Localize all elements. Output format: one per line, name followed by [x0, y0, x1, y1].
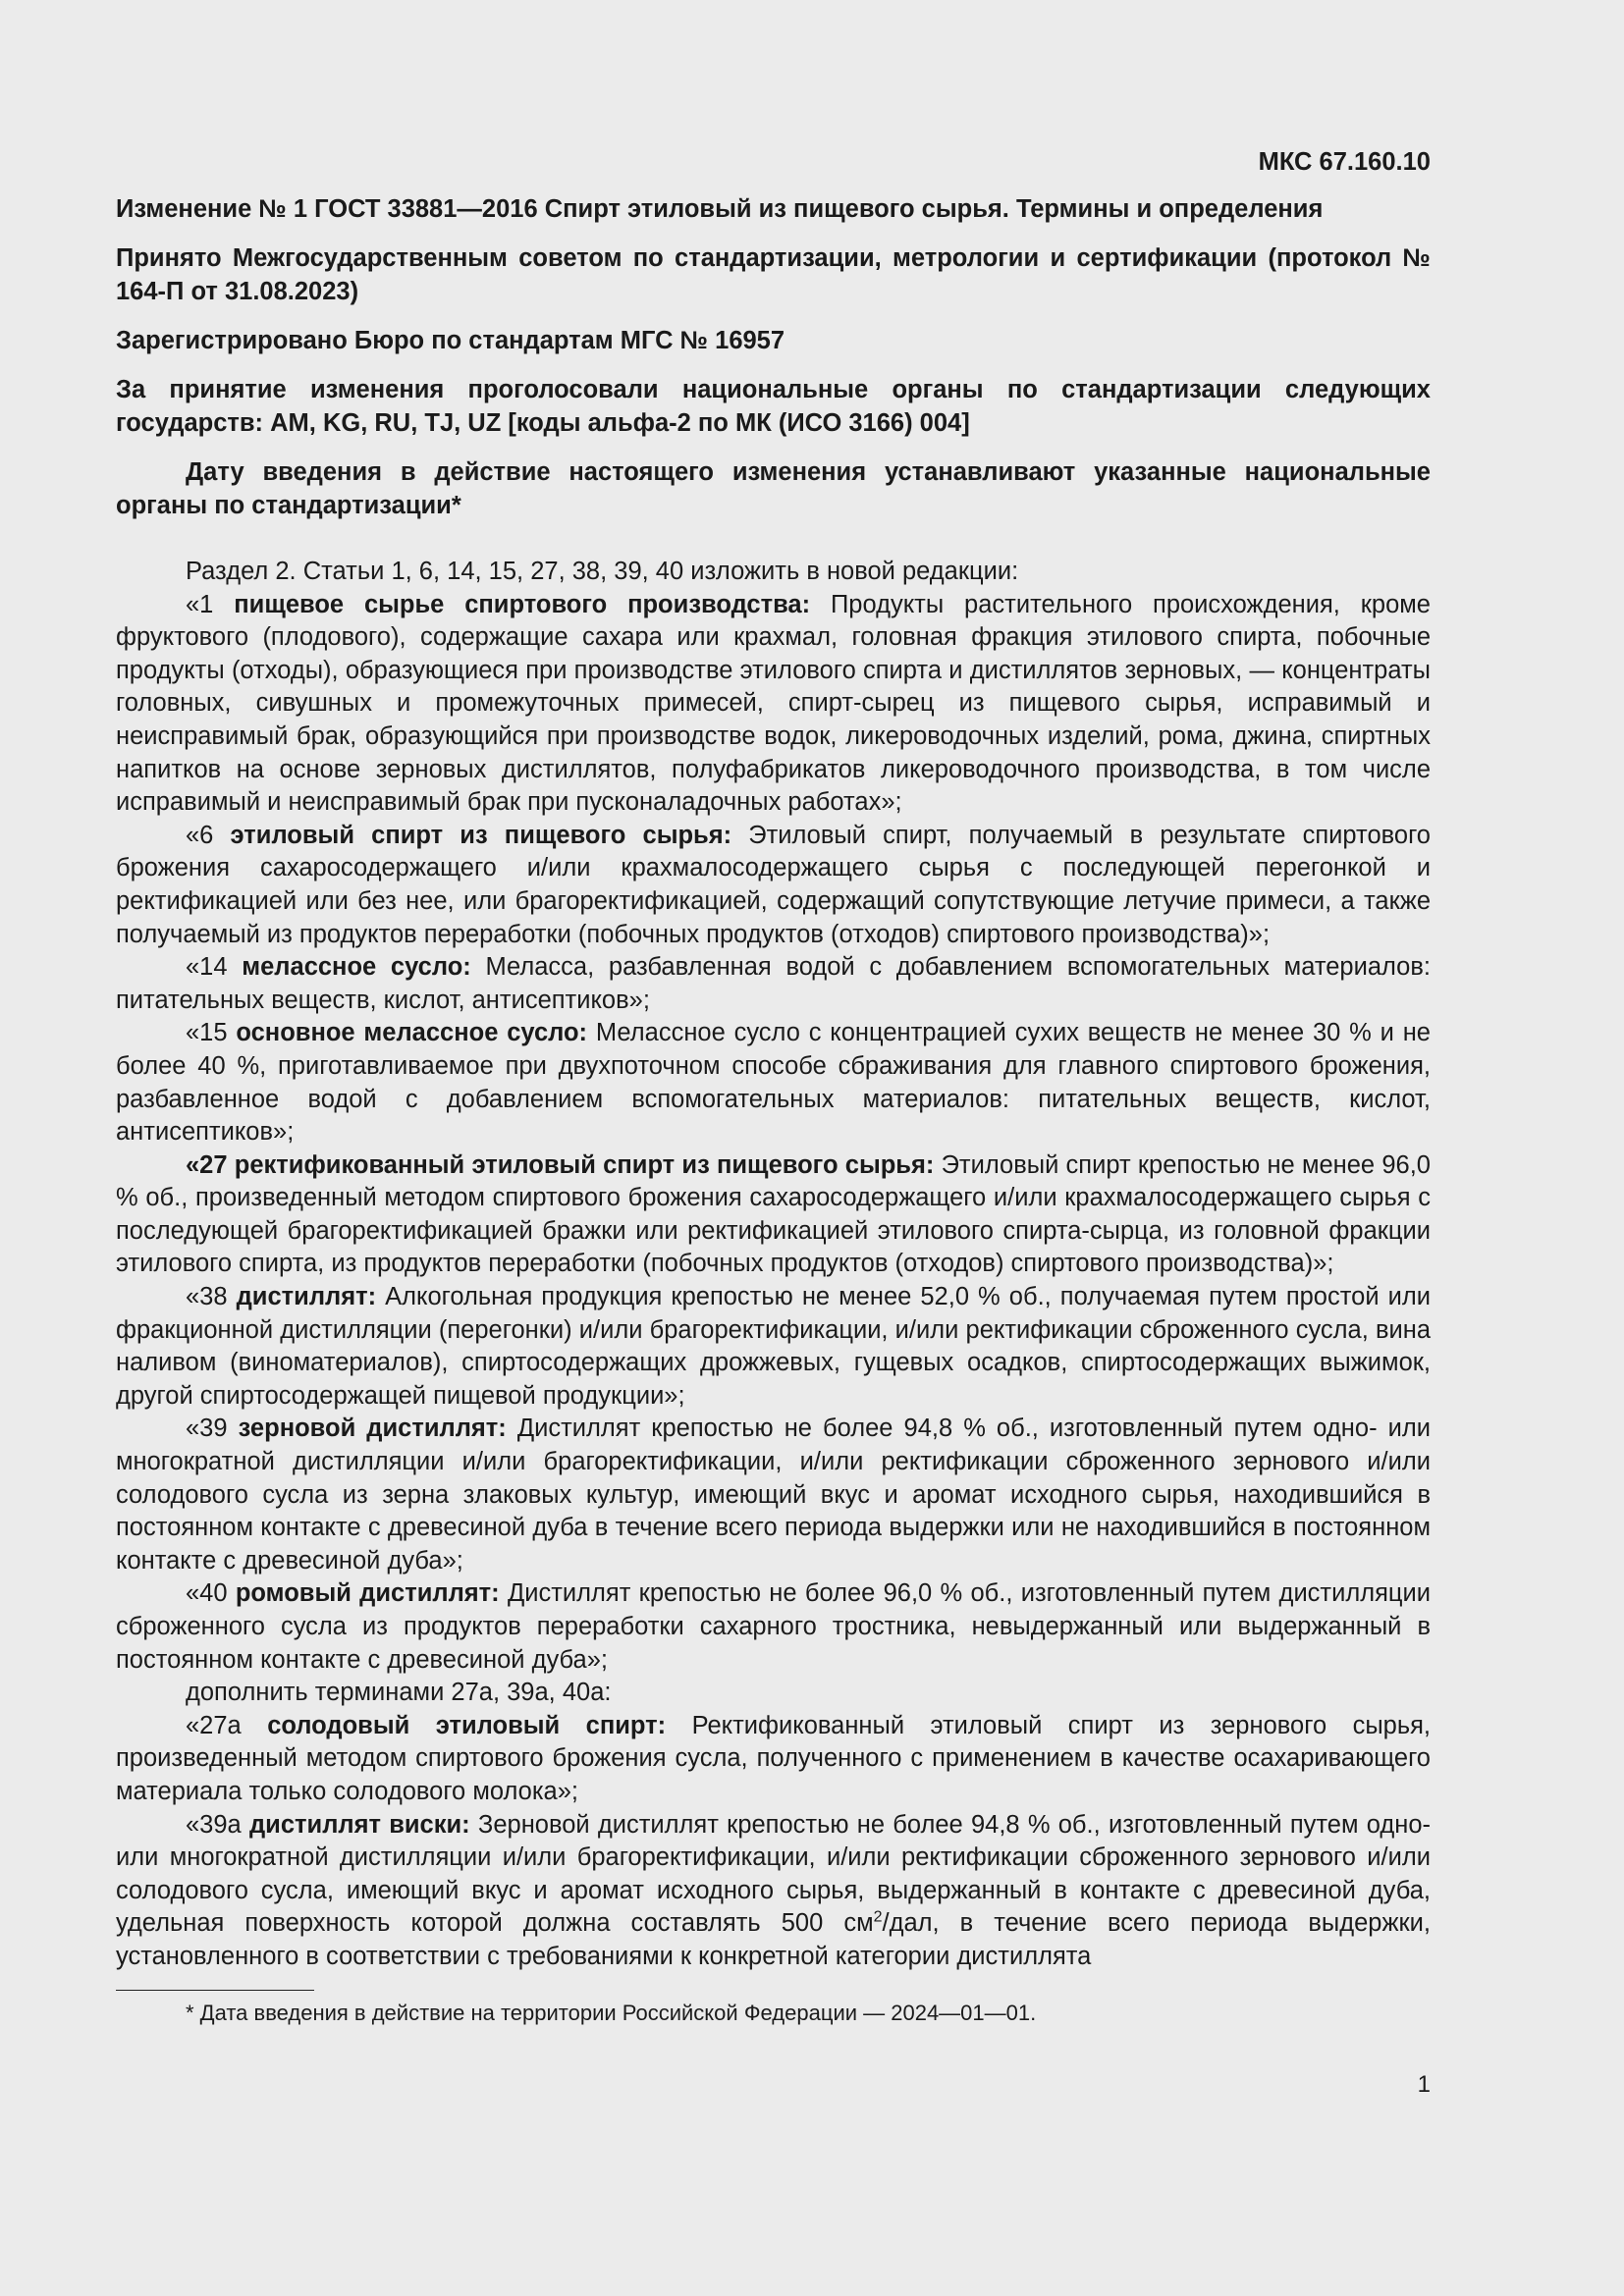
term-14 [116, 951, 1431, 1017]
term-name: дистиллят виски: [248, 1810, 470, 1839]
term-definition: Этиловый спирт крепостью не менее 96,0 % об., произведенный методом спиртового брожения сахаросодержащего и/или крахмалосодержащего сырья с последующей брагоректификацией бражки или ректификацией этилового спирта-сырца, из головной фракции этилового спирта, из продуктов переработки (побочных продуктов (отходов) спиртового производства)»; [116, 1150, 1431, 1278]
registration-statement: Зарегистрировано Бюро по стандартам МГС № 16957 [116, 327, 785, 354]
page-content [116, 145, 1431, 2028]
term-name: ректификованный этиловый спирт из пищевого сырья: [234, 1150, 935, 1179]
superscript: 2 [873, 1908, 883, 1926]
term-name: солодовый этиловый спирт: [267, 1711, 667, 1739]
effective-date-statement: Дату введения в действие настоящего изменения устанавливают указанные национальные органы по стандартизации* [116, 458, 1431, 519]
term-name: основное мелассное сусло: [236, 1019, 588, 1047]
term-39a [116, 1809, 1431, 1974]
term-definition: Дистиллят крепостью не более 94,8 % об., изготовленный путем одно- или многократной дистилляции и/или брагоректификации, и/или ректификации сброженного зернового и/или солодового сусла из зерна злаковых культур, имеющий вкус и аромат исходного сырья, находившийся в постоянном контакте с древесиной дуба в течение всего периода выдержки или не находившийся в постоянном контакте с древесиной дуба»; [116, 1415, 1431, 1575]
term-name: дистиллят: [236, 1283, 377, 1311]
term-number: «27а [186, 1711, 242, 1739]
term-definition: Этиловый спирт, получаемый в результате спиртового брожения сахаросодержащего и/или крахмалосодержащего сырья с последующей перегонкой и ректификацией или без нее, или брагоректификацией, содержащий сопутствующие летучие примеси, а также получаемый из продуктов переработки (побочных продуктов (отходов) спиртового производства)»; [116, 821, 1431, 948]
term-number: «40 [186, 1579, 228, 1608]
term-name: этиловый спирт из пищевого сырья: [230, 821, 732, 849]
term-definition: Продукты растительного происхождения, кроме фруктового (плодового), содержащие сахара или крахмал, головная фракция этилового спирта, побочные продукты (отходы), образующиеся при производстве этилового спирта и дистиллятов зерновых, — концентраты головных, сивушных и промежуточных примесей, спирт-сырец из пищевого сырья, исправимый и неисправимый брак, образующийся при производстве водок, ликероводочных изделий, рома, джина, спиртных напитков на основе зерновых дистиллятов, полуфабрикатов ликероводочного производства, в том числе исправимый и неисправимый брак при пусконаладочных работах»; [116, 590, 1431, 817]
term-name: зерновой дистиллят: [238, 1415, 507, 1443]
term-number: «39 [186, 1415, 228, 1443]
term-name: пищевое сырье спиртового производства: [234, 590, 811, 618]
classification-code: МКС 67.160.10 [1258, 148, 1431, 176]
voting-statement: За принятие изменения проголосовали национальные органы по стандартизации следующих государств: AM, KG, RU, TJ, UZ [коды альфа-2 по МК (ИСО 3166) 004] [116, 376, 1431, 437]
document-body [116, 556, 1431, 1974]
term-number: «6 [186, 821, 214, 849]
term-number: «38 [186, 1283, 228, 1311]
supplement-instruction: дополнить терминами 27а, 39а, 40а: [186, 1679, 612, 1707]
term-definition: Дистиллят крепостью не более 96,0 % об., изготовленный путем дистилляции сброженного сусла из продуктов переработки сахарного тростника, невыдержанный или выдержанный в постоянном контакте с древесиной дуба»; [116, 1579, 1432, 1674]
footnote: * Дата введения в действие на территории Российской Федерации — 2024—01—01. [186, 2000, 1037, 2025]
term-number: «15 [186, 1019, 228, 1047]
footnote-divider [116, 1990, 314, 1991]
term-number: «27 [186, 1150, 228, 1179]
term-15 [116, 1017, 1431, 1148]
term-1 [116, 589, 1431, 820]
term-definition: Зерновой дистиллят крепостью не более 94,8 % об., изготовленный путем одно- или многократной дистилляции и/или брагоректификации, и/или ректификации сброженного зернового и/или солодового сусла, имеющий вкус и аромат исходного сырья, выдержанный в контакте с древесиной дуба, удельная поверхность которой должна составлять 500 см [116, 1810, 1431, 1938]
term-38 [116, 1281, 1431, 1413]
term-number: «14 [186, 953, 228, 982]
page-number: 1 [1417, 2071, 1431, 2098]
adopted-statement: Принято Межгосударственным советом по стандартизации, метрологии и сертификации (протокол № 164-П от 31.08.2023) [116, 244, 1431, 305]
term-definition: Алкогольная продукция крепостью не менее 52,0 % об., получаемая путем простой или фракционной дистилляции (перегонки) и/или брагоректификации, и/или ректификации сброженного сусла, вина наливом (виноматериалов), спиртосодержащих дрожжевых, гущевых осадков, спиртосодержащих выжимок, другой спиртосодержащей пищевой продукции»; [116, 1283, 1431, 1410]
term-name: ромовый дистиллят: [235, 1579, 500, 1608]
term-39 [116, 1413, 1431, 1577]
term-6 [116, 820, 1431, 951]
amendment-title: Изменение № 1 ГОСТ 33881—2016 Спирт этиловый из пищевого сырья. Термины и определения [116, 195, 1324, 223]
term-number: «1 [186, 590, 214, 618]
term-definition: Мелассное сусло с концентрацией сухих веществ не менее 30 % и не более 40 %, приготавливаемое при двухпоточном способе сбраживания для главного спиртового брожения, разбавленное водой с добавлением вспомогательных материалов: питательных веществ, кислот, антисептиков»; [116, 1019, 1431, 1147]
term-27 [116, 1149, 1431, 1281]
term-definition-tail: /дал, в течение всего периода выдержки, установленного в соответствии с требованиями к конкретной категории дистиллята [116, 1909, 1431, 1970]
term-definition: Меласса, разбавленная водой с добавлением вспомогательных материалов: питательных веществ, кислот, антисептиков»; [116, 953, 1431, 1014]
term-40 [116, 1577, 1431, 1677]
term-number: «39а [186, 1810, 242, 1839]
term-definition: Ректификованный этиловый спирт из зернового сырья, произведенный методом спиртового брожения сусла, полученного с применением в качестве осахаривающего материала только солодового молока»; [116, 1711, 1432, 1805]
term-27a [116, 1710, 1431, 1809]
term-name: мелассное сусло: [242, 953, 471, 982]
section-intro: Раздел 2. Статьи 1, 6, 14, 15, 27, 38, 39, 40 изложить в новой редакции: [186, 558, 1019, 585]
